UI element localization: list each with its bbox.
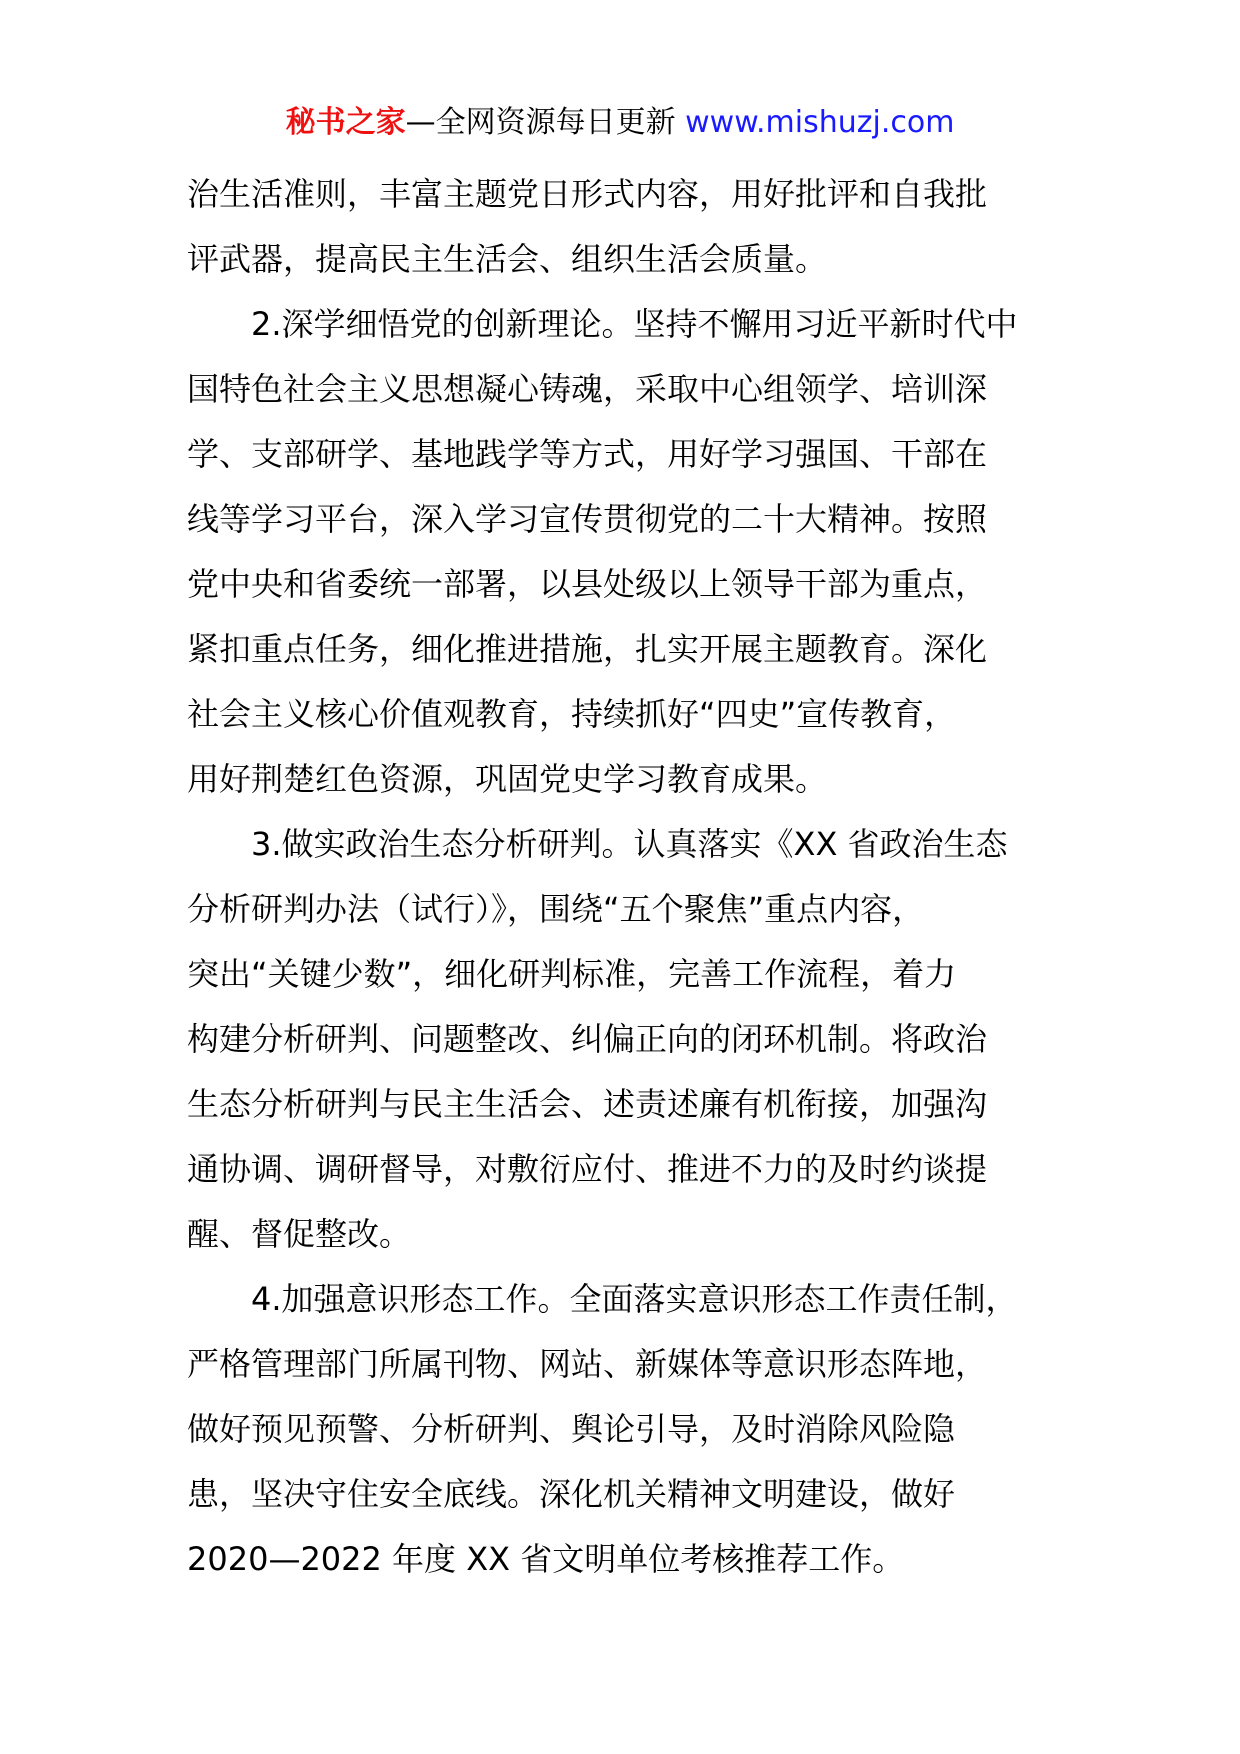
text-line: 评武器，提高民主生活会、组织生活会质量。 xyxy=(187,240,828,278)
text-line: 线等学习平台，深入学习宣传贯彻党的二十大精神。按照 xyxy=(187,500,988,538)
text-line: 通协调、调研督导，对敷衍应付、推进不力的及时约谈提 xyxy=(187,1150,988,1188)
header-url-link[interactable]: www.mishuzj.com xyxy=(685,105,955,140)
text-line: 国特色社会主义思想凝心铸魂，采取中心组领学、培训深 xyxy=(187,370,988,408)
text-line: 社会主义核心价值观教育，持续抓好“四史”宣传教育， xyxy=(187,695,957,733)
text-line: 2020—2022 年度 XX 省文明单位考核推荐工作。 xyxy=(187,1540,905,1578)
text-line: 分析研判办法（试行）》，围绕“五个聚焦”重点内容， xyxy=(187,890,925,928)
document-body xyxy=(187,162,1057,1592)
text-line: 做好预见预警、分析研判、舆论引导，及时消除风险隐 xyxy=(187,1410,956,1448)
text-line: 党中央和省委统一部署，以县处级以上领导干部为重点， xyxy=(187,565,988,603)
header-tagline: —全网资源每日更新 xyxy=(405,105,676,140)
text-line: 紧扣重点任务，细化推进措施，扎实开展主题教育。深化 xyxy=(187,630,988,668)
text-line: 用好荆楚红色资源，巩固党史学习教育成果。 xyxy=(187,760,828,798)
text-line: 醒、督促整改。 xyxy=(187,1215,412,1253)
text-line: 突出“关键少数”，细化研判标准，完善工作流程，着力 xyxy=(187,955,957,993)
text-line: 治生活准则，丰富主题党日形式内容，用好批评和自我批 xyxy=(187,175,988,213)
header-brand: 秘书之家 xyxy=(285,105,406,140)
paragraph-2-heading-line: 2.深学细悟党的创新理论。坚持不懈用习近平新时代中 xyxy=(251,305,1018,343)
text-line: 生态分析研判与民主生活会、述责述廉有机衔接，加强沟 xyxy=(187,1085,988,1123)
text-line: 构建分析研判、问题整改、纠偏正向的闭环机制。将政治 xyxy=(187,1020,988,1058)
paragraph-4-heading-line: 4.加强意识形态工作。全面落实意识形态工作责任制， xyxy=(251,1280,1018,1318)
text-line: 严格管理部门所属刊物、网站、新媒体等意识形态阵地， xyxy=(187,1345,988,1383)
text-line: 学、支部研学、基地践学等方式，用好学习强国、干部在 xyxy=(187,435,988,473)
text-line: 患，坚决守住安全底线。深化机关精神文明建设，做好 xyxy=(187,1475,956,1513)
paragraph-3-heading-line: 3.做实政治生态分析研判。认真落实《XX 省政治生态 xyxy=(251,825,1008,863)
page-header xyxy=(0,100,1240,146)
